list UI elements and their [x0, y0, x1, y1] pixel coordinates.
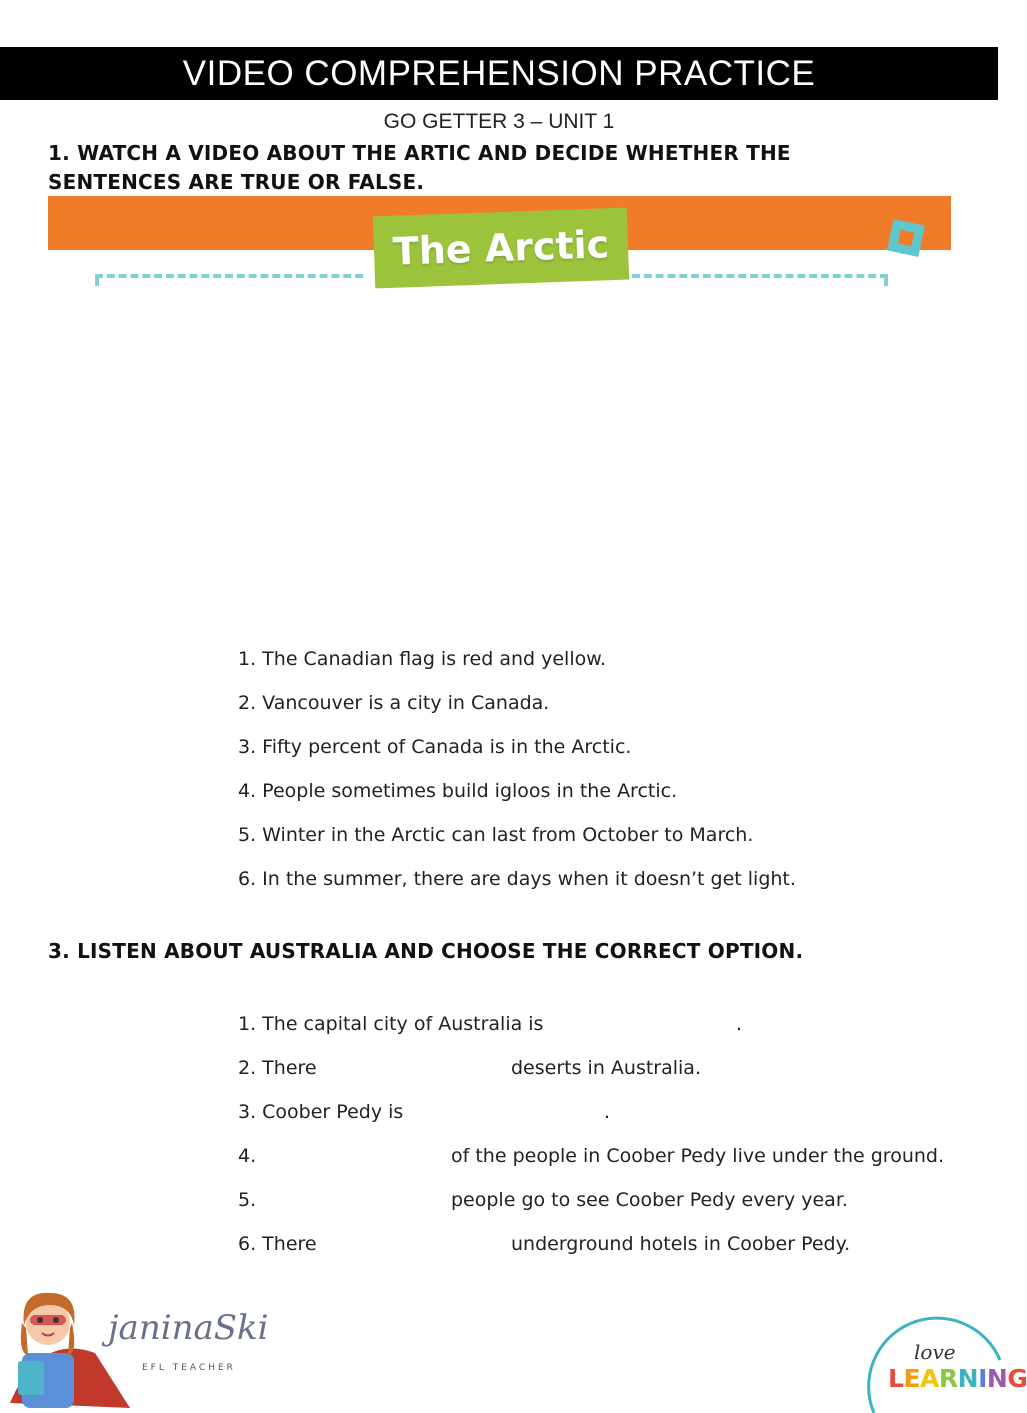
true-false-item: 1. The Canadian flag is red and yellow. — [238, 648, 607, 670]
fill-blank-text-after: people go to see Coober Pedy every year. — [451, 1189, 848, 1211]
learning-letter: G — [1007, 1364, 1027, 1393]
fill-blank-text-after: of the people in Coober Pedy live under the ground. — [451, 1145, 945, 1167]
fill-blank-text-before: 2. There — [238, 1057, 317, 1079]
true-false-item: 5. Winter in the Arctic can last from October to March. — [238, 824, 754, 846]
learning-letter: N — [986, 1364, 1008, 1393]
dashed-frame-left — [95, 274, 363, 278]
fill-blank-text-after: underground hotels in Coober Pedy. — [511, 1233, 851, 1255]
fill-blank-text-before: 3. Coober Pedy is — [238, 1101, 404, 1123]
page-title: VIDEO COMPREHENSION PRACTICE — [182, 53, 816, 93]
fill-blank-text-before: 4. — [238, 1145, 257, 1167]
section1-heading — [48, 139, 948, 197]
fill-blank-text-before: 5. — [238, 1189, 257, 1211]
learning-letter: I — [978, 1364, 987, 1393]
dashed-frame-right — [632, 274, 888, 278]
arctic-banner-label: The Arctic — [373, 208, 629, 289]
square-decoration-icon — [887, 219, 925, 257]
section1-heading-line1: 1. WATCH A VIDEO ABOUT THE ARTIC AND DECIDE WHETHER THE — [48, 141, 791, 165]
learning-letter: R — [938, 1364, 958, 1393]
video-placeholder[interactable] — [48, 296, 951, 626]
learning-letter: E — [903, 1364, 921, 1393]
section3-heading: 3. LISTEN ABOUT AUSTRALIA AND CHOOSE THE CORRECT OPTION. — [48, 939, 804, 963]
page-title-bar — [0, 47, 998, 100]
page-subtitle: GO GETTER 3 – UNIT 1 — [383, 110, 615, 133]
left-logo-subtitle: EFL TEACHER — [142, 1363, 236, 1373]
fill-blank-text-after: . — [604, 1101, 611, 1123]
right-logo-love: love — [914, 1340, 956, 1364]
fill-blank-text-before: 1. The capital city of Australia is — [238, 1013, 544, 1035]
true-false-item: 6. In the summer, there are days when it doesn’t get light. — [238, 868, 796, 890]
true-false-item: 4. People sometimes build igloos in the Arctic. — [238, 780, 678, 802]
fill-blank-text-after: . — [736, 1013, 743, 1035]
left-logo-text: janinaSki — [108, 1308, 269, 1348]
learning-letter: L — [888, 1364, 904, 1393]
dashed-frame-tick-right — [884, 274, 888, 286]
fill-blank-text-after: deserts in Australia. — [511, 1057, 701, 1079]
section1-heading-line2: SENTENCES ARE TRUE OR FALSE. — [48, 170, 425, 194]
right-logo-learning — [888, 1364, 1027, 1393]
learning-letter: A — [920, 1364, 939, 1393]
learning-letter: N — [957, 1364, 979, 1393]
dashed-frame-tick-left — [95, 274, 99, 286]
true-false-item: 2. Vancouver is a city in Canada. — [238, 692, 550, 714]
fill-blank-text-before: 6. There — [238, 1233, 317, 1255]
true-false-item: 3. Fifty percent of Canada is in the Arctic. — [238, 736, 632, 758]
